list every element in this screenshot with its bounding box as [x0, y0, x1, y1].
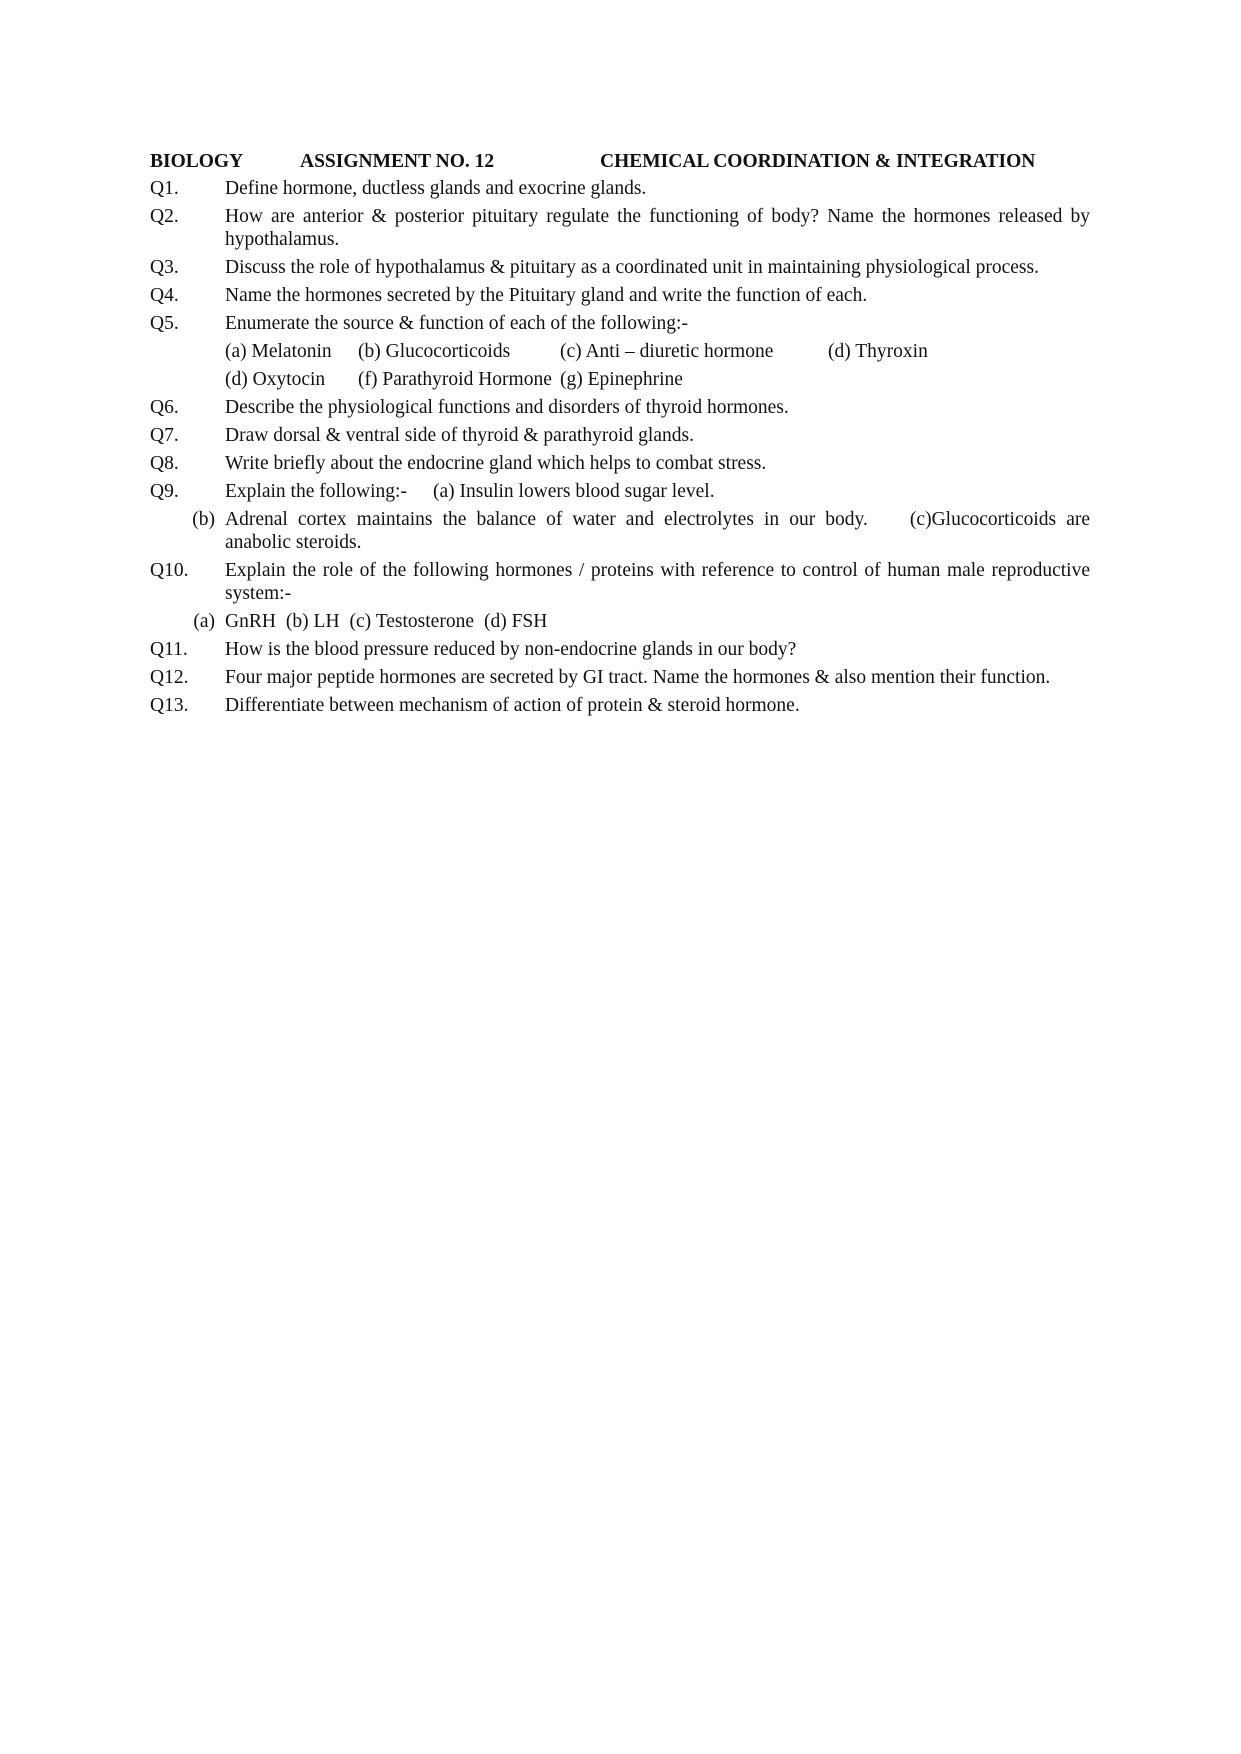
assignment-page — [150, 150, 1090, 722]
subject-title: BIOLOGY — [150, 151, 244, 172]
question-text: Draw dorsal & ventral side of thyroid & parathyroid glands. — [225, 425, 694, 446]
question-number: Q1. — [150, 178, 179, 199]
question-number: Q11. — [150, 639, 188, 660]
item-testosterone: (c) Testosterone — [349, 611, 474, 632]
question-9-part-b — [150, 508, 1090, 554]
item-fsh: (d) FSH — [483, 611, 548, 632]
question-number: Q8. — [150, 453, 179, 474]
question-text: Explain the following:- — [225, 481, 407, 502]
part-label: (a) — [193, 611, 215, 632]
question-number: Q6. — [150, 397, 179, 418]
question-4 — [150, 284, 1090, 307]
option-epinephrine: (g) Epinephrine — [560, 369, 683, 390]
assignment-header — [150, 150, 1090, 175]
question-number: Q5. — [150, 313, 179, 334]
question-9-part-b-text: Adrenal cortex maintains the balance of water and electrolytes in our body. — [225, 509, 868, 530]
question-1 — [150, 177, 1090, 200]
item-lh: (b) LH — [285, 611, 340, 632]
question-number: Q4. — [150, 285, 179, 306]
question-number: Q2. — [150, 206, 179, 227]
assignment-number: ASSIGNMENT NO. 12 — [300, 151, 495, 172]
question-7 — [150, 424, 1090, 447]
question-text: Define hormone, ductless glands and exocrine glands. — [225, 178, 647, 199]
question-text: Discuss the role of hypothalamus & pituitary as a coordinated unit in maintaining physiological process. — [225, 257, 1039, 278]
question-10-items — [150, 610, 1090, 633]
question-text: Write briefly about the endocrine gland which helps to combat stress. — [225, 453, 767, 474]
part-label: (b) — [192, 509, 215, 530]
question-12 — [150, 666, 1090, 689]
question-text: How are anterior & posterior pituitary regulate the functioning of body? Name the hormones released by hypothalamus. — [225, 206, 1090, 250]
question-13 — [150, 694, 1090, 717]
question-text: Differentiate between mechanism of action of protein & steroid hormone. — [225, 695, 800, 716]
question-3 — [150, 256, 1090, 279]
question-text: Explain the role of the following hormones / proteins with reference to control of human male reproductive system:- — [225, 560, 1090, 604]
question-5-options-row-1 — [225, 340, 1090, 363]
question-9-part-c: (c)Glucocorticoids are anabolic steroids. — [225, 509, 1090, 553]
option-oxytocin: (d) Oxytocin — [225, 369, 326, 390]
question-11 — [150, 638, 1090, 661]
item-gnrh: GnRH — [225, 611, 276, 632]
question-number: Q9. — [150, 481, 179, 502]
question-number: Q13. — [150, 695, 189, 716]
question-text: Describe the physiological functions and disorders of thyroid hormones. — [225, 397, 789, 418]
question-text: Name the hormones secreted by the Pituitary gland and write the function of each. — [225, 285, 868, 306]
question-number: Q10. — [150, 560, 189, 581]
topic-title: CHEMICAL COORDINATION & INTEGRATION — [600, 151, 1036, 172]
option-melatonin: (a) Melatonin — [225, 341, 332, 362]
question-10 — [150, 559, 1090, 605]
option-thyroxin: (d) Thyroxin — [828, 341, 928, 362]
question-number: Q3. — [150, 257, 179, 278]
question-9-part-a: (a) Insulin lowers blood sugar level. — [432, 481, 715, 502]
question-number: Q12. — [150, 667, 189, 688]
option-glucocorticoids: (b) Glucocorticoids — [358, 341, 511, 362]
question-5 — [150, 312, 1090, 335]
question-text: How is the blood pressure reduced by non-endocrine glands in our body? — [225, 639, 797, 660]
question-6 — [150, 396, 1090, 419]
question-2 — [150, 205, 1090, 251]
option-parathyroid-hormone: (f) Parathyroid Hormone — [358, 369, 552, 390]
question-text: Enumerate the source & function of each of the following:- — [225, 313, 688, 334]
question-number: Q7. — [150, 425, 179, 446]
option-anti-diuretic-hormone: (c) Anti – diuretic hormone — [560, 341, 774, 362]
question-9 — [150, 480, 1090, 503]
question-8 — [150, 452, 1090, 475]
question-5-options-row-2 — [225, 368, 1090, 391]
question-text: Four major peptide hormones are secreted by GI tract. Name the hormones & also mention their function. — [225, 667, 1051, 688]
